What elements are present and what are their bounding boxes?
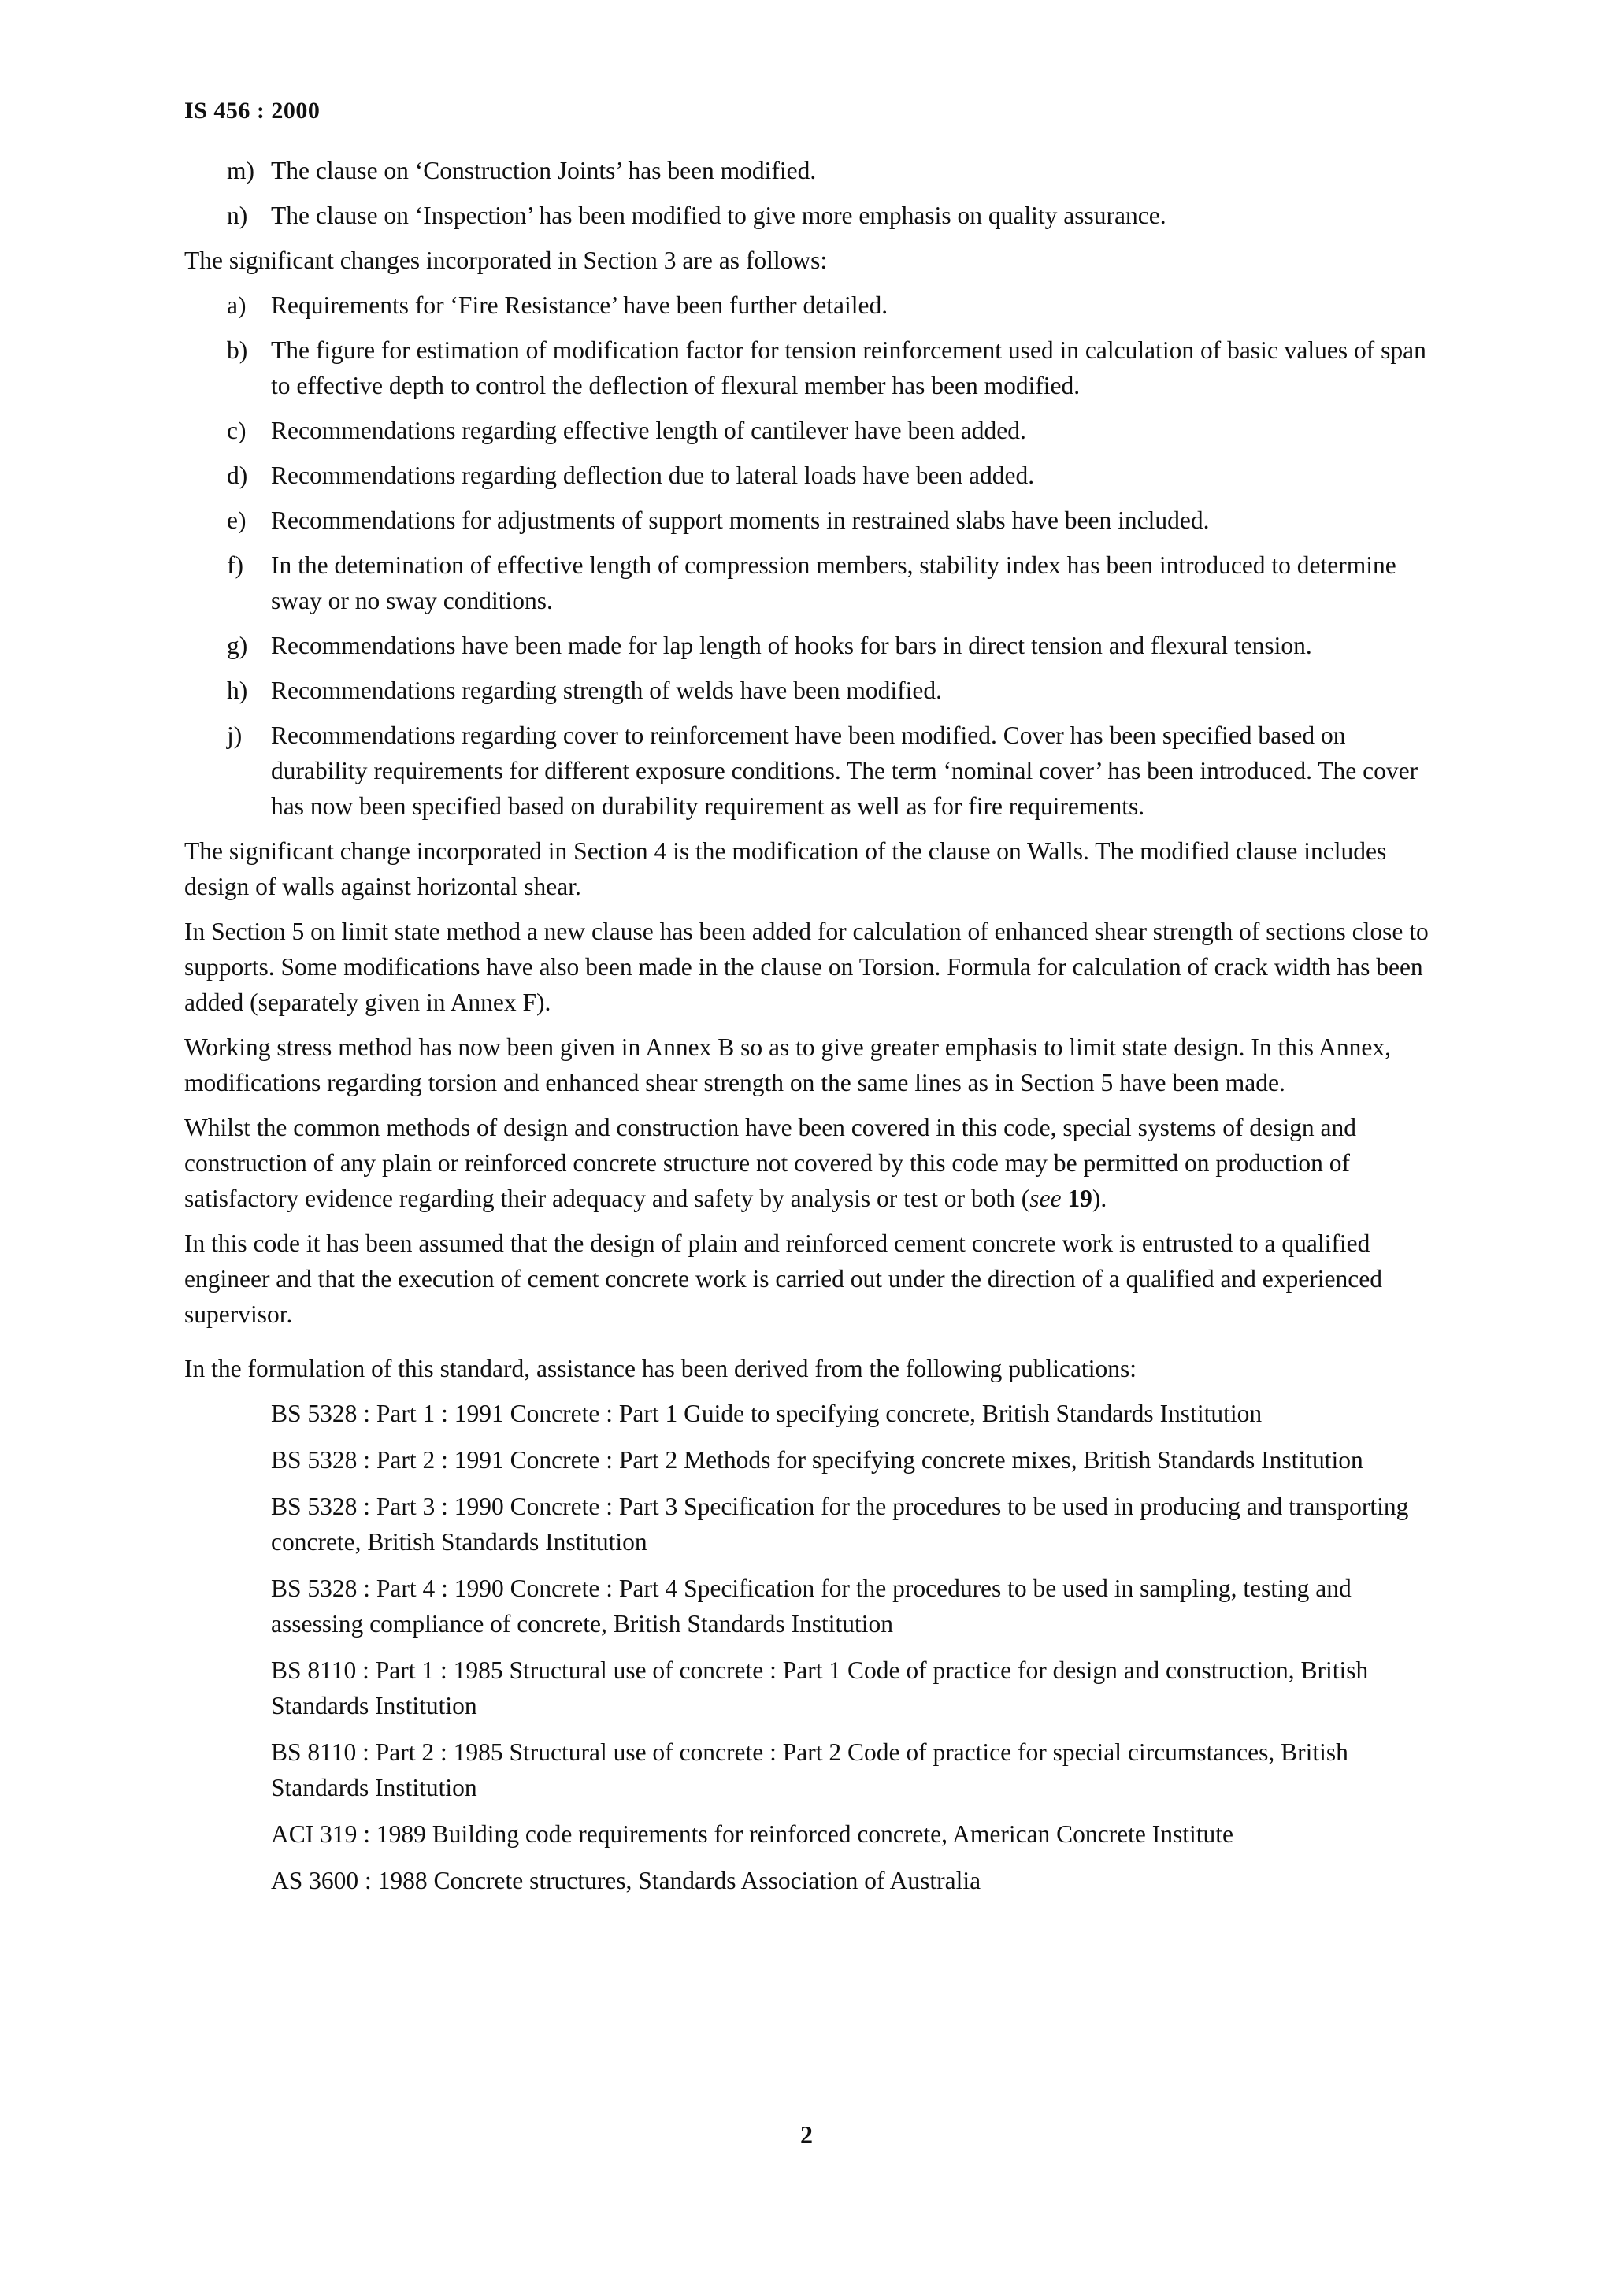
reference-item: AS 3600 : 1988 Concrete structures, Standards Association of Australia [271, 1867, 981, 1894]
reference-item: BS 5328 : Part 3 : 1990 Concrete : Part 3 Specification for the procedures to be used in producing and transporting concrete, British Standards Institution [271, 1493, 1409, 1556]
section3-intro: The significant changes incorporated in Section 3 are as follows: [184, 247, 828, 274]
list-marker: g) [227, 632, 248, 659]
list-text: Recommendations regarding cover to reinforcement have been modified. Cover has been specified based on durability requirements for different exposure conditions. The term ‘nominal cover’ has been introduced. The cover has now been specified based on durability requirement as well as for fire requirements. [271, 721, 1418, 820]
references-intro: In the formulation of this standard, assistance has been derived from the following publications: [184, 1355, 1137, 1382]
list-marker: a) [227, 291, 247, 319]
list-text: Requirements for ‘Fire Resistance’ have been further detailed. [271, 291, 888, 319]
list-item [227, 153, 1429, 188]
list-item [227, 287, 1429, 323]
list-marker: m) [227, 157, 254, 184]
reference-item: BS 5328 : Part 4 : 1990 Concrete : Part 4 Specification for the procedures to be used in sampling, testing and assessing compliance of concrete, British Standards Institution [271, 1575, 1352, 1638]
paragraph-working-stress: Working stress method has now been given in Annex B so as to give greater emphasis to limit state design. In this Annex, modifications regarding torsion and enhanced shear strength on the same lines as in Section 5 have been made. [184, 1033, 1391, 1096]
list-marker: c) [227, 417, 247, 444]
list-text: The figure for estimation of modification factor for tension reinforcement used in calculation of basic values of span to effective depth to control the deflection of flexural member has been modified. [271, 336, 1426, 399]
reference-item: ACI 319 : 1989 Building code requirements for reinforced concrete, American Concrete Institute [271, 1820, 1233, 1848]
page-number: 2 [800, 2120, 813, 2149]
list-marker: n) [227, 202, 248, 229]
list-item [227, 503, 1429, 538]
list-marker: f) [227, 551, 243, 579]
reference-item: BS 8110 : Part 2 : 1985 Structural use of concrete : Part 2 Code of practice for special circumstances, British Standards Institution [271, 1738, 1348, 1801]
reference-item: BS 5328 : Part 2 : 1991 Concrete : Part 2 Methods for specifying concrete mixes, British Standards Institution [271, 1446, 1363, 1474]
list-text: Recommendations regarding deflection due to lateral loads have been added. [271, 462, 1035, 489]
list-text: In the detemination of effective length of compression members, stability index has been introduced to determine sway or no sway conditions. [271, 551, 1396, 614]
list-marker: d) [227, 462, 248, 489]
list-text: The clause on ‘Inspection’ has been modified to give more emphasis on quality assurance. [271, 202, 1166, 229]
reference-item: BS 8110 : Part 1 : 1985 Structural use of concrete : Part 1 Code of practice for design and construction, British Standards Institution [271, 1656, 1369, 1719]
list-marker: h) [227, 677, 248, 704]
section3-list [184, 287, 1429, 824]
list-item [227, 547, 1429, 618]
list-text: The clause on ‘Construction Joints’ has been modified. [271, 157, 817, 184]
list-item [227, 718, 1429, 824]
paragraph-section5: In Section 5 on limit state method a new clause has been added for calculation of enhanced shear strength of sections close to supports. Some modifications have also been made in the clause on Torsion. Formula for calculation of crack width has been added (separately given in Annex F). [184, 918, 1429, 1016]
list-text: Recommendations for adjustments of support moments in restrained slabs have been included. [271, 506, 1210, 534]
list-marker: b) [227, 336, 248, 364]
document-header: IS 456 : 2000 [184, 98, 321, 124]
paragraph-special-systems: Whilst the common methods of design and construction have been covered in this code, special systems of design and construction of any plain or reinforced concrete structure not covered by this code may be permitted on production of satisfactory evidence regarding their adequacy and safety by analysis or test or both (see 19). [184, 1114, 1357, 1212]
list-item [227, 198, 1429, 233]
list-item [227, 413, 1429, 448]
list-item [227, 673, 1429, 708]
document-body [184, 153, 1429, 1898]
reference-item: BS 5328 : Part 1 : 1991 Concrete : Part 1 Guide to specifying concrete, British Standards Institution [271, 1400, 1263, 1427]
list-text: Recommendations regarding strength of welds have been modified. [271, 677, 943, 704]
list-item [227, 628, 1429, 663]
list-text: Recommendations have been made for lap length of hooks for bars in direct tension and flexural tension. [271, 632, 1312, 659]
list-text: Recommendations regarding effective length of cantilever have been added. [271, 417, 1026, 444]
list-marker: j) [227, 721, 243, 749]
cross-ref-see: see [1029, 1185, 1062, 1212]
references-list [227, 1396, 1429, 1898]
paragraph-special-systems-text: Whilst the common methods of design and construction have been covered in this code, special systems of design and construction of any plain or reinforced concrete structure not covered by this code may be permitted on production of satisfactory evidence regarding their adequacy and safety by analysis or test or both [184, 1114, 1357, 1212]
section2-tail-list [184, 153, 1429, 233]
cross-ref-clause: 19 [1067, 1185, 1092, 1212]
paragraph-engineer: In this code it has been assumed that the design of plain and reinforced cement concrete work is entrusted to a qualified engineer and that the execution of cement concrete work is carried out under the direction of a qualified and experienced supervisor. [184, 1230, 1382, 1328]
list-item [227, 458, 1429, 493]
paragraph-section4: The significant change incorporated in Section 4 is the modification of the clause on Walls. The modified clause includes design of walls against horizontal shear. [184, 837, 1387, 900]
list-item [227, 332, 1429, 403]
list-marker: e) [227, 506, 247, 534]
